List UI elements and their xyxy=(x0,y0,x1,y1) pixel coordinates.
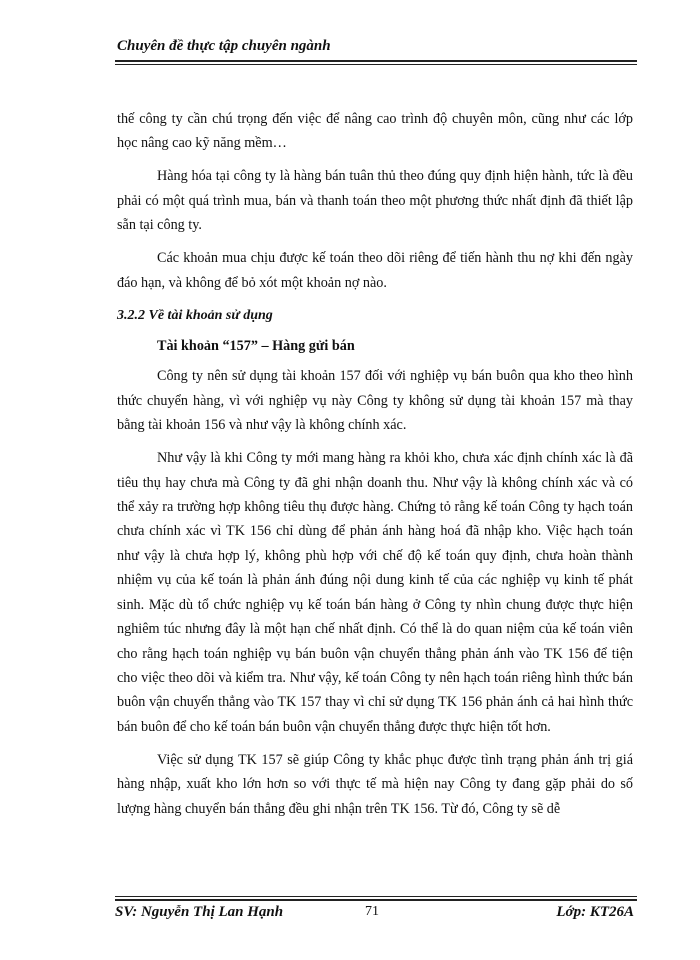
footer-rule-thick xyxy=(115,899,637,901)
footer-class: Lớp: KT26A xyxy=(556,904,634,920)
sub-heading: Tài khoản “157” – Hàng gửi bán xyxy=(157,338,355,355)
header-rule-thick xyxy=(115,60,637,62)
paragraph-benefits: Việc sử dụng TK 157 sẽ giúp Công ty khắc phục được tình trạng phản ánh trị giá hàng nhập, xuất kho lớn hơn so với thực tế mà hiện nay Công ty đang gặp phải do số lượng hàng chuyển bán thẳng đều ghi nhận trên TK 156. Từ đó, Công ty sẽ dễ xyxy=(117,751,633,817)
document-body xyxy=(117,107,633,830)
header-rule-thin xyxy=(115,64,637,65)
paragraph-continuation: thế công ty cần chú trọng đến việc để nâng cao trình độ chuyên môn, cũng như các lớp học nâng cao kỹ năng mềm… xyxy=(117,111,633,152)
header-title: Chuyên đề thực tập chuyên ngành xyxy=(117,38,331,54)
section-heading: 3.2.2 Về tài khoản sử dụng xyxy=(117,307,273,323)
paragraph-credit-purchases: Các khoản mua chịu được kế toán theo dõi riêng để tiến hành thu nợ khi đến ngày đáo hạn, và không để bỏ xót một khoản nợ nào. xyxy=(117,250,633,291)
paragraph-accounting-issue: Như vậy là khi Công ty mới mang hàng ra khỏi kho, chưa xác định chính xác là đã tiêu thụ hay chưa mà Công ty đã ghi nhận doanh thu. Như vậy là không chính xác và có thể xảy ra trường hợp không tiêu thụ được hàng. Chứng tỏ rằng kế toán Công ty hạch toán chưa chính xác vì TK 156 chỉ dùng để phản ánh hàng hoá đã nhập kho. Việc hạch toán như vậy là chưa hợp lý, không phù hợp với chế độ kế toán quy định, chưa hoàn thành nhiệm vụ của kế toán là phản ánh đúng nội dung kinh tế của các nghiệp vụ kinh tế phát sinh. Mặc dù tổ chức nghiệp vụ kế toán bán hàng ở Công ty nhìn chung được thực hiện nghiêm túc nhưng đây là một hạn chế nhất định. Có thể là do quan niệm của kế toán viên cho rằng hạch toán nghiệp vụ bán buôn vận chuyển thẳng phản ánh vào TK 156 để tiện cho việc theo dõi và kiểm tra. Như vậy, kế toán Công ty nên hạch toán riêng hình thức bán buôn vận chuyển thẳng vào TK 157 thay vì chỉ sử dụng TK 156 phản ánh cả hai hình thức bán buôn để cho kế toán bán buôn vận chuyển thẳng được thực hiện tốt hơn. xyxy=(117,450,633,735)
page-number: 71 xyxy=(365,904,379,919)
footer-student-name: SV: Nguyễn Thị Lan Hạnh xyxy=(115,904,284,920)
paragraph-goods-policy: Hàng hóa tại công ty là hàng bán tuân thủ theo đúng quy định hiện hành, tức là đều phải có một quá trình mua, bán và thanh toán theo một phương thức nhất định đã thiết lập sẵn tại công ty. xyxy=(117,168,633,234)
footer-rule-thin xyxy=(115,896,637,897)
paragraph-account-157-usage: Công ty nên sử dụng tài khoản 157 đối với nghiệp vụ bán buôn qua kho theo hình thức chuyển hàng, vì với nghiệp vụ này Công ty không sử dụng tài khoản 157 mà thay bằng tài khoản 156 và như vậy là không chính xác. xyxy=(117,368,633,434)
